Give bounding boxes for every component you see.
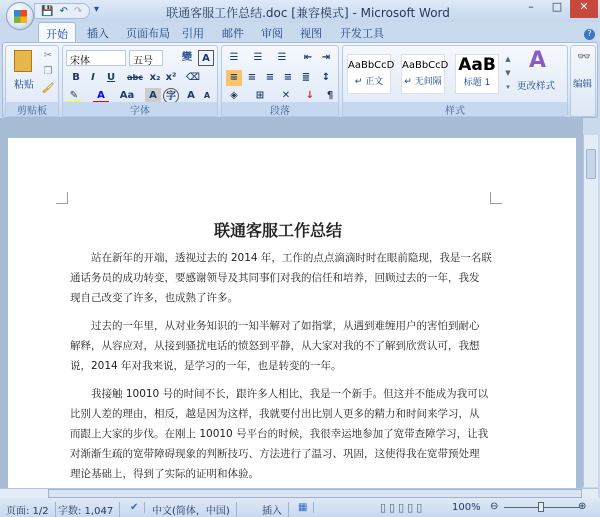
char-border-icon[interactable]: A — [198, 50, 214, 66]
multilevel-list-icon[interactable]: ☰ — [277, 52, 287, 63]
zoom-out-icon[interactable]: ⊖ — [490, 501, 499, 512]
macro-icon[interactable]: ▦ — [298, 502, 314, 513]
vertical-scrollbar[interactable] — [583, 135, 598, 487]
horizontal-scrollbar[interactable] — [0, 488, 598, 498]
style-name: 标题 1 — [463, 78, 491, 88]
show-marks-icon[interactable]: ¶ — [326, 90, 334, 101]
styles-group — [342, 45, 568, 117]
scroll-thumb[interactable] — [586, 149, 596, 179]
minimize-button[interactable]: – — [528, 0, 534, 13]
enclose-char-icon[interactable]: 字 — [163, 88, 179, 104]
style-sample: AaBbCcD — [348, 60, 395, 71]
zoom-level[interactable]: 100% — [452, 502, 481, 513]
paste-button[interactable]: 粘贴 — [14, 80, 34, 91]
paragraph-line: 比别人差的理由，相反，越是因为这样，我就要付出比别人更多的精力和时间来学习，从 — [70, 408, 480, 420]
edit-button[interactable]: 编辑 — [573, 79, 593, 90]
align-right-icon[interactable]: ≡ — [265, 72, 275, 83]
office-button[interactable] — [6, 2, 34, 30]
clear-format-icon[interactable]: ⌫ — [185, 72, 201, 83]
customize-qat-icon[interactable]: ▾ — [94, 4, 100, 15]
styles-label: 样式 — [343, 102, 567, 116]
document-title: 联通客服工作总结 — [213, 221, 342, 240]
font-label: 字体 — [63, 102, 217, 116]
language[interactable]: 中文(简体，中国) — [152, 502, 237, 517]
grow-font-button[interactable]: A — [187, 90, 195, 101]
shading-icon[interactable]: ◈ — [230, 90, 238, 101]
font-name-select[interactable]: 宋体 — [66, 50, 126, 66]
paragraph-line: 通话务员的成功转变，要感谢领导及其同事们对我的信任和培养，回顾过去的一年，我发 — [70, 272, 480, 284]
save-icon[interactable]: 💾 — [41, 5, 54, 17]
tab-insert[interactable]: 插入 — [87, 27, 109, 40]
style-heading-1[interactable] — [455, 54, 499, 94]
tab-review[interactable]: 审阅 — [261, 27, 283, 40]
style-name: ↵ 无间隔 — [404, 77, 442, 87]
word-count[interactable]: 字数: 1,047 — [58, 502, 120, 517]
justify-icon[interactable]: ≡ — [283, 72, 293, 83]
paragraph-line: 说，2014 年对我来说，是学习的一年，也是转变的一年。 — [70, 360, 342, 372]
strikethrough-button[interactable]: abc — [127, 73, 143, 82]
close-button[interactable]: ✕ — [570, 0, 598, 18]
cut-icon[interactable]: ✂ — [43, 50, 53, 61]
zoom-slider-thumb[interactable] — [538, 502, 544, 512]
crop-mark — [56, 192, 68, 204]
tab-developer[interactable]: 开发工具 — [340, 27, 384, 40]
style-name: ↵ 正文 — [354, 77, 384, 87]
title-bar — [0, 0, 600, 22]
char-shading-icon[interactable]: A — [145, 88, 161, 104]
tab-view[interactable]: 视图 — [300, 27, 322, 40]
paragraph-line: 理论基础上，得到了实际的证明和体验。 — [70, 468, 259, 480]
font-group — [62, 45, 218, 117]
underline-button[interactable]: U — [106, 72, 116, 83]
align-left-icon[interactable]: ≡ — [226, 70, 242, 86]
find-icon[interactable]: 👓 — [577, 50, 591, 63]
tab-home[interactable]: 开始 — [38, 22, 76, 43]
clipboard-label: 剪贴板 — [6, 102, 58, 116]
styles-scroll[interactable]: ▲ ▼ ▾ — [505, 55, 511, 91]
paragraph-group — [221, 45, 339, 117]
paragraph-line: 对渐渐生疏的宽带障碍现象的判断技巧、方法进行了温习、巩固，这使得我在宽带预处理 — [70, 448, 480, 460]
office-logo-icon — [14, 10, 27, 23]
tab-references[interactable]: 引用 — [182, 27, 204, 40]
tab-page-layout[interactable]: 页面布局 — [126, 27, 170, 40]
bullets-icon[interactable]: ☰ — [229, 52, 239, 63]
style-normal[interactable] — [347, 54, 395, 94]
edit-group — [570, 45, 596, 117]
ribbon-tabs — [0, 22, 600, 42]
shrink-font-button[interactable]: A — [203, 91, 211, 100]
paragraph-label: 段落 — [222, 102, 338, 116]
font-color-button[interactable]: A — [93, 88, 109, 104]
clipboard-group — [5, 45, 59, 117]
numbering-icon[interactable]: ☰ — [253, 52, 263, 63]
paragraph-line: 过去的一年里，从对业务知识的一知半解对了如指掌，从遇到难缠用户的害怕到耐心 — [70, 320, 480, 332]
font-size-select[interactable]: 五号 — [129, 50, 163, 66]
style-sample: AaBbCcD — [402, 60, 449, 71]
document-page[interactable] — [8, 138, 576, 498]
help-icon[interactable]: ? — [584, 29, 595, 40]
proofing-icon[interactable]: ✔ — [130, 502, 145, 513]
paste-icon[interactable] — [14, 50, 32, 72]
page-count[interactable]: 页面: 1/2 — [6, 502, 56, 517]
subscript-button[interactable]: x₂ — [149, 72, 161, 83]
paragraph-line: 现自己改变了许多，也成熟了许多。 — [70, 292, 238, 304]
superscript-button[interactable]: x² — [165, 72, 177, 83]
style-sample: AaB — [458, 55, 496, 75]
undo-icon[interactable]: ↶ — [59, 5, 68, 17]
copy-icon[interactable]: ❐ — [43, 66, 53, 77]
maximize-button[interactable]: □ — [551, 0, 563, 13]
redo-icon[interactable]: ↷ — [73, 5, 83, 17]
phonetic-guide-icon[interactable]: 變 — [182, 52, 192, 63]
ribbon — [2, 42, 598, 118]
sort-icon[interactable]: ↓ — [305, 90, 315, 101]
line-spacing-icon[interactable]: ↕ — [321, 72, 331, 83]
status-bar — [0, 498, 600, 517]
chinese-layout-icon[interactable]: ✕ — [281, 90, 291, 101]
borders-icon[interactable]: ⊞ — [255, 90, 265, 101]
increase-indent-icon[interactable]: ⇥ — [321, 52, 331, 63]
style-no-spacing[interactable] — [401, 54, 449, 94]
hscroll-thumb[interactable] — [48, 489, 582, 498]
change-styles-button[interactable]: 更改样式 — [517, 81, 556, 92]
paragraph-line: 我接触 10010 号的时间不长，跟许多人相比，我是一个新手。但这并不能成为我可以 — [70, 388, 489, 400]
align-center-icon[interactable]: ≡ — [247, 72, 257, 83]
italic-button[interactable]: I — [91, 72, 95, 83]
change-styles-icon[interactable]: A — [529, 48, 547, 73]
paragraph-line: 而跟上大家的步伐。在刚上 10010 号平台的时候，我很幸运地参加了宽带查障学习，让我 — [70, 428, 489, 440]
paragraph-line: 解释，从容应对，从接到骚扰电话的愤怒到平静，从大家对我的不了解到欣赏认可，我想 — [70, 340, 480, 352]
change-case-button[interactable]: Aa — [119, 90, 135, 101]
highlight-icon[interactable]: ✎ — [66, 88, 82, 104]
insert-mode[interactable]: 插入 — [262, 502, 289, 517]
tab-mailings[interactable]: 邮件 — [222, 27, 244, 40]
format-painter-icon[interactable]: 🖌 — [41, 83, 55, 94]
view-buttons[interactable]: ▯▯▯▯▯ — [380, 501, 426, 514]
zoom-in-icon[interactable]: ⊕ — [578, 501, 587, 512]
paragraph-line: 站在新年的开端，透视过去的 2014 年，工作的点点滴滴时时在眼前隐现，我是一名联 — [70, 252, 492, 264]
quick-access-toolbar — [34, 3, 90, 19]
window-title: 联通客服工作总结.doc [兼容模式] - Microsoft Word — [166, 6, 450, 20]
distribute-icon[interactable]: ≣ — [301, 72, 311, 83]
bold-button[interactable]: B — [72, 72, 80, 83]
decrease-indent-icon[interactable]: ⇤ — [303, 52, 313, 63]
crop-mark — [490, 192, 502, 204]
